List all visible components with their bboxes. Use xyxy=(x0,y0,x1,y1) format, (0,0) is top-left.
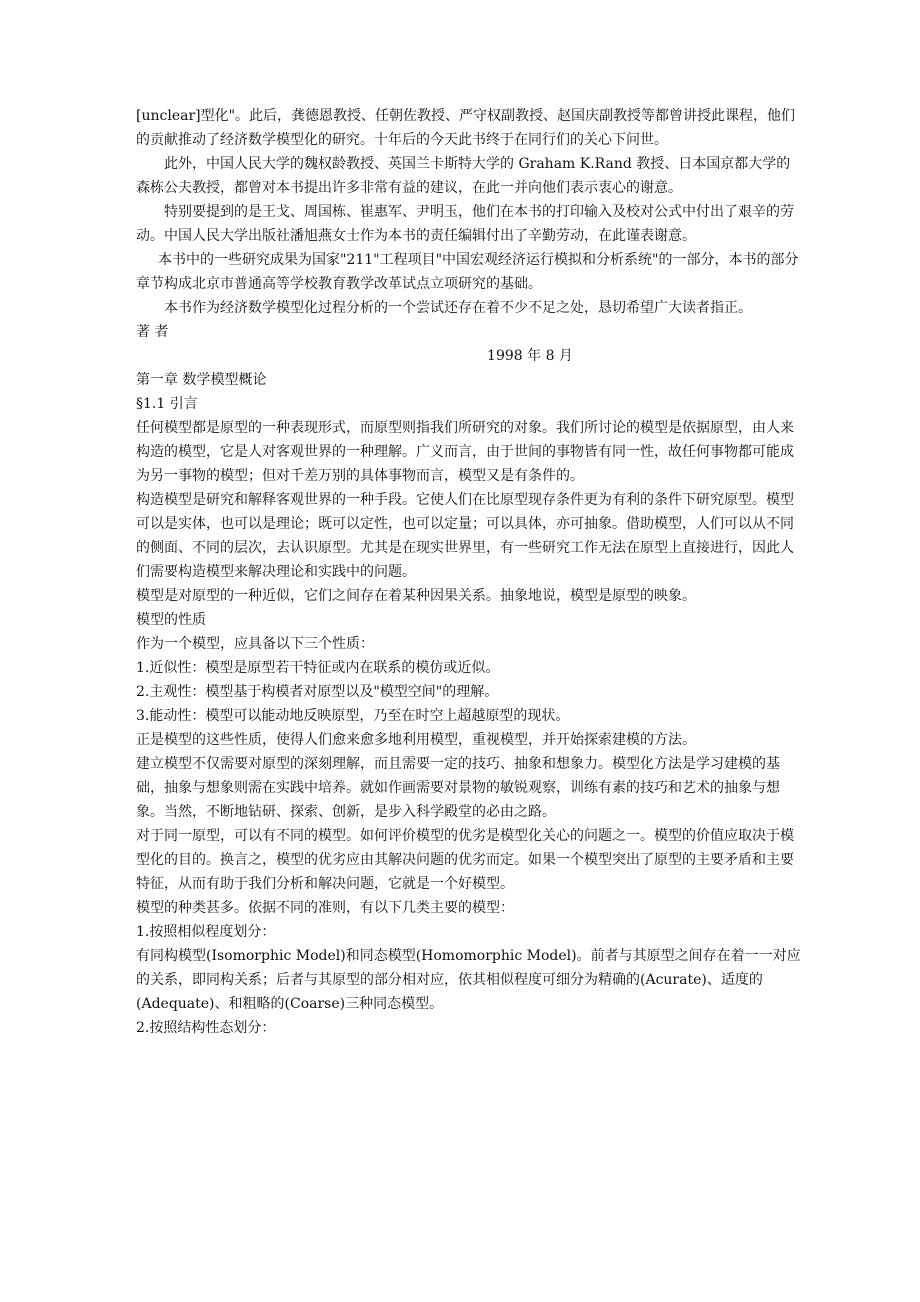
section-heading: §1.1 引言 xyxy=(136,396,198,412)
list-item: 2.主观性：模型基于构模者对原型以及"模型空间"的理解。 xyxy=(136,684,499,700)
preface-date: 1998 年 8 月 xyxy=(487,348,573,364)
body-paragraph: 对于同一原型，可以有不同的模型。如何评价模型的优劣是模型化关心的问题之一。模型的价值应取决于模型化的目的。换言之，模型的优劣应由其解决问题的优劣而定。如果一个模型突出了原型的主要矛盾和主要特征，从而有助于我们分析和解决问题，它就是一个好模型。 xyxy=(136,828,794,892)
preface-paragraph-5: 本书作为经济数学模型化过程分析的一个尝试还存在着不少不足之处，恳切希望广大读者指正。 xyxy=(164,300,752,316)
subheading: 模型的性质 xyxy=(136,612,206,628)
body-paragraph: 建立模型不仅需要对原型的深刻理解，而且需要一定的技巧、抽象和想象力。模型化方法是学习建模的基础，抽象与想象则需在实践中培养。就如作画需要对景物的敏锐观察，训练有素的技巧和艺术的抽象与想象。当然，不断地钻研、探索、创新，是步入科学殿堂的必由之路。 xyxy=(136,756,780,820)
body-paragraph: 模型是对原型的一种近似，它们之间存在着某种因果关系。抽象地说，模型是原型的映象。 xyxy=(136,588,696,604)
preface-paragraph-4: 本书中的一些研究成果为国家"211"工程项目"中国宏观经济运行模拟和分析系统"的一部分，本书的部分章节构成北京市普通高等学校教育教学改革试点立项研究的基础。 xyxy=(136,252,799,292)
list-item: 2.按照结构性态划分： xyxy=(136,1020,276,1036)
body-paragraph: 有同构模型(Isomorphic Model)和同态模型(Homomorphic Model)。前者与其原型之间存在着一一对应的关系，即同构关系；后者与其原型的部分相对应，依其相似程度可细分为精确的(Acurate)、适度的(Adequate)、和粗略的(Coarse)三种同态模型。 xyxy=(136,948,801,1012)
chapter-title: 第一章 数学模型概论 xyxy=(136,372,267,388)
body-paragraph: 正是模型的这些性质，使得人们愈来愈多地利用模型，重视模型，并开始探索建模的方法。 xyxy=(136,732,696,748)
list-item: 1.按照相似程度划分： xyxy=(136,924,276,940)
body-paragraph: 构造模型是研究和解释客观世界的一种手段。它使人们在比原型现存条件更为有利的条件下研究原型。模型可以是实体，也可以是理论；既可以定性，也可以定量；可以具体，亦可抽象。借助模型，人们可以从不同的侧面、不同的层次，去认识原型。尤其是在现实世界里，有一些研究工作无法在原型上直接进行，因此人们需要构造模型来解决理论和实践中的问题。 xyxy=(136,492,794,580)
list-item: 1.近似性：模型是原型若干特征或内在联系的模仿或近似。 xyxy=(136,660,500,676)
list-item: 3.能动性：模型可以能动地反映原型，乃至在时空上超越原型的现状。 xyxy=(136,708,570,724)
body-paragraph: 任何模型都是原型的一种表现形式，而原型则指我们所研究的对象。我们所讨论的模型是依据原型，由人来构造的模型，它是人对客观世界的一种理解。广义而言，由于世间的事物皆有同一性，故任何事物都可能成为另一事物的模型；但对千差万别的具体事物而言，模型又是有条件的。 xyxy=(136,420,794,484)
preface-paragraph-1: [unclear]型化"。此后，龚德恩教授、任朝佐教授、严守权副教授、赵国庆副教授等都曾讲授此课程，他们的贡献推动了经济数学模型化的研究。十年后的今天此书终于在同行们的关心下问世。 xyxy=(136,108,796,148)
preface-paragraph-3: 特别要提到的是王戈、周国栋、崔惠军、尹明玉，他们在本书的打印输入及校对公式中付出了艰辛的劳动。中国人民大学出版社潘旭燕女士作为本书的责任编辑付出了辛勤劳动，在此谨表谢意。 xyxy=(136,204,794,244)
body-paragraph: 模型的种类甚多。依据不同的准则，有以下几类主要的模型： xyxy=(136,900,514,916)
body-paragraph: 作为一个模型，应具备以下三个性质： xyxy=(136,636,374,652)
preface-signature: 著 者 xyxy=(136,324,169,340)
preface-paragraph-2: 此外，中国人民大学的魏权龄教授、英国兰卡斯特大学的 Graham K.Rand 教授、日本国京都大学的森栋公夫教授，都曾对本书提出许多非常有益的建议，在此一并向他们表示衷心的谢意。 xyxy=(136,156,791,196)
